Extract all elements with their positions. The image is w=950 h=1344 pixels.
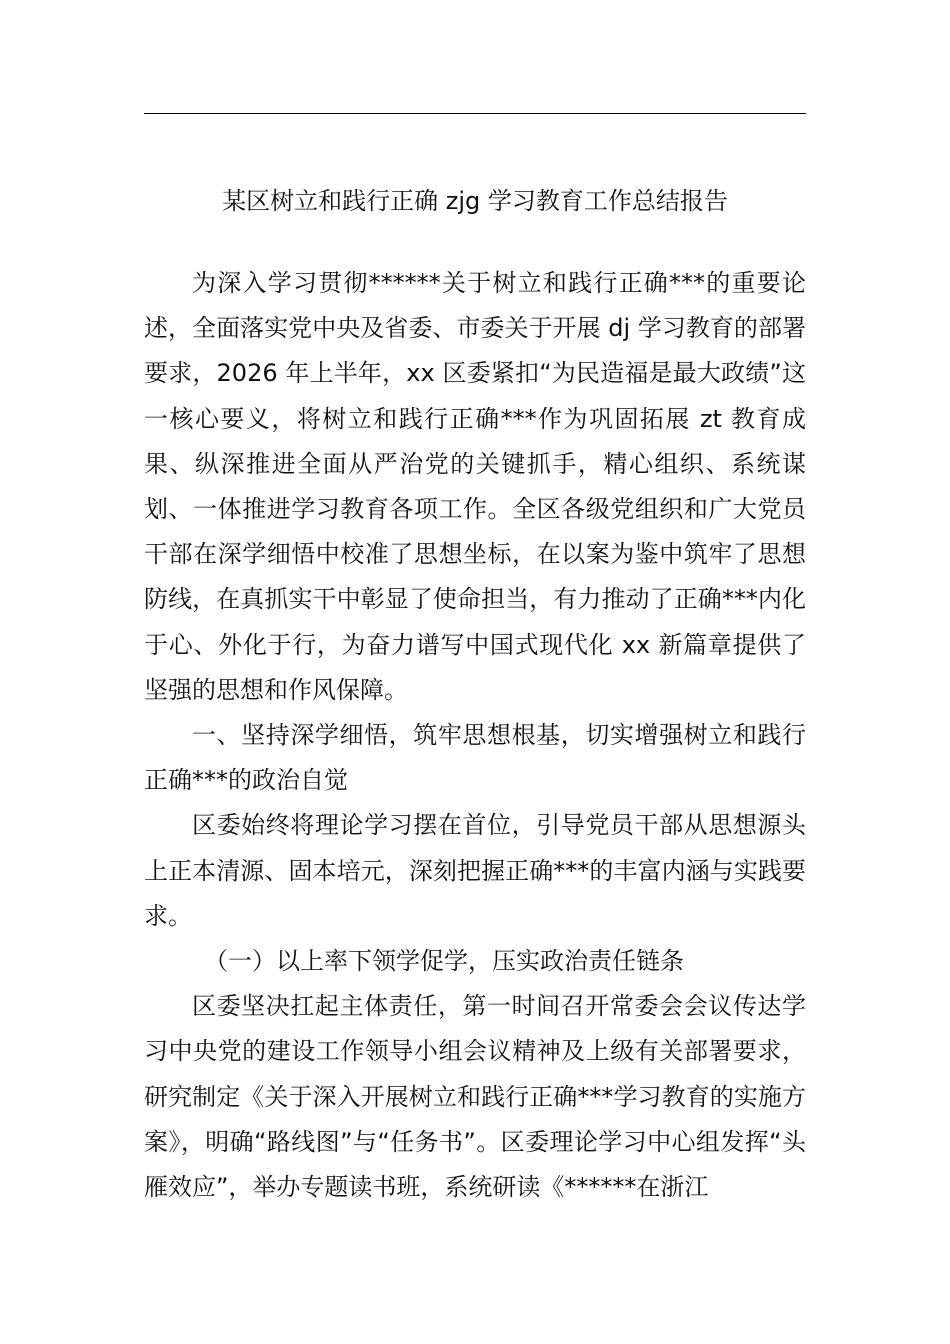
document-body [144, 261, 806, 1210]
document-title: 某区树立和践行正确 zjg 学习教育工作总结报告 [222, 187, 728, 215]
header-rule [144, 113, 806, 114]
section-paragraph: 区委始终将理论学习摆在首位，引导党员干部从思想源头上正本清源、固本培元，深刻把握正确***的丰富内涵与实践要求。 [144, 811, 806, 930]
subsection-paragraph: 区委坚决扛起主体责任，第一时间召开常委会会议传达学习中央党的建设工作领导小组会议精神及上级有关部署要求，研究制定《关于深入开展树立和践行正确***学习教育的实施方案》，明确“路线图”与“任务书”。区委理论学习中心组发挥“头雁效应”，举办专题读书班，系统研读《******在浙江 [144, 992, 806, 1202]
section-heading-1: 一、坚持深学细悟，筑牢思想根基，切实增强树立和践行正确***的政治自觉 [144, 721, 806, 795]
intro-paragraph: 为深入学习贯彻******关于树立和践行正确***的重要论述，全面落实党中央及省委、市委关于开展 dj 学习教育的部署要求，2026 年上半年，xx 区委紧扣“为民造福是最大政绩”这一核心要义，将树立和践行正确***作为巩固拓展 zt 教育成果、纵深推进全面从严治党的关键抓手，精心组织、系统谋划、一体推进学习教育各项工作。全区各级党组织和广大党员干部在深学细悟中校准了思想坐标，在以案为鉴中筑牢了思想防线，在真抓实干中彰显了使命担当，有力推动了正确***内化于心、外化于行，为奋力谱写中国式现代化 xx 新篇章提供了坚强的思想和作风保障。 [144, 269, 806, 704]
subsection-heading-1: （一）以上率下领学促学，压实政治责任链条 [204, 947, 684, 976]
